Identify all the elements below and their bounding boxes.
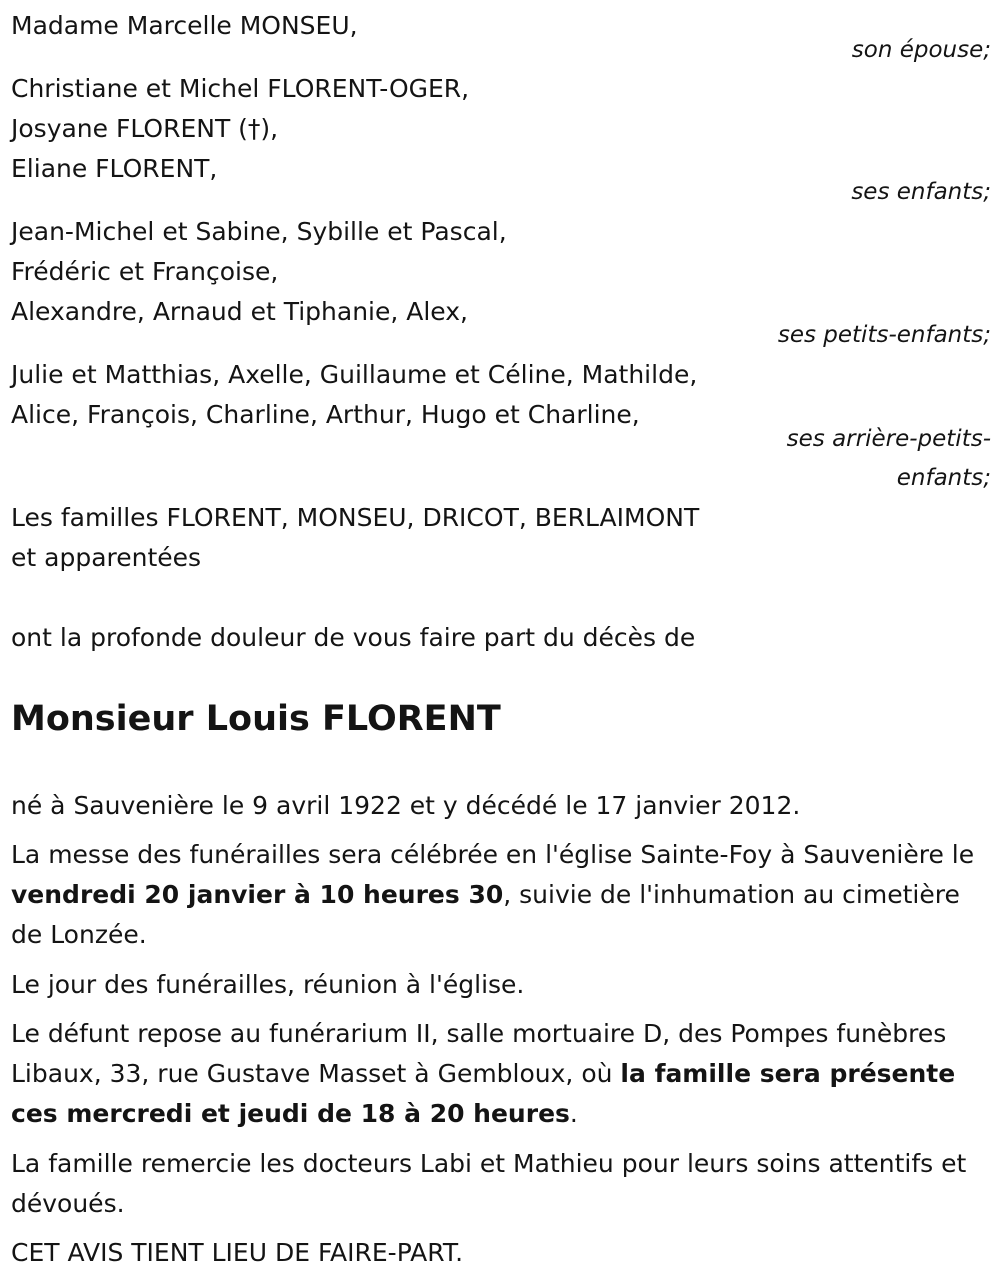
spouse-name: Madame Marcelle MONSEU, [11,11,358,40]
child-name: Josyane FLORENT (†), [11,114,279,143]
children-role: ses enfants; [851,179,991,205]
obituary-notice [11,0,991,1284]
families-line: Les familles FLORENT, MONSEU, DRICOT, BERLAIMONT [11,503,700,532]
spouse-role: son épouse; [851,37,991,63]
meeting-paragraph: Le jour des funérailles, réunion à l'église. [11,970,525,999]
grandchildren-line: Jean-Michel et Sabine, Sybille et Pascal, [11,217,507,246]
families-line: et apparentées [11,543,202,572]
notice-paragraph: CET AVIS TIENT LIEU DE FAIRE-PART. [11,1238,464,1267]
visiting-hours: la famille sera présente ces mercredi et jeudi de 18 à 20 heures [11,1059,956,1128]
great-grandchildren-role: enfants; [896,465,991,491]
grandchildren-role: ses petits-enfants; [777,322,991,348]
mass-datetime: vendredi 20 janvier à 10 heures 30 [11,880,504,909]
rest-paragraph: Le défunt repose au funérarium II, salle mortuaire D, des Pompes funèbres Libaux, 33, rue Gustave Masset à Gembloux, où la famille sera présente ces mercredi et jeudi de 18 à 20 heures. [11,1019,956,1128]
grandchildren-line: Frédéric et Françoise, [11,257,279,286]
birth-death-paragraph: né à Sauvenière le 9 avril 1922 et y décédé le 17 janvier 2012. [11,791,801,820]
mass-paragraph: La messe des funérailles sera célébrée en l'église Sainte-Foy à Sauvenière le vendredi 20 janvier à 10 heures 30, suivie de l'inhumation au cimetière de Lonzée. [11,840,975,949]
deceased-name: Monsieur Louis FLORENT [11,699,501,739]
child-name: Eliane FLORENT, [11,154,218,183]
announcement: ont la profonde douleur de vous faire part du décès de [11,623,696,652]
great-grandchildren-role: ses arrière-petits- [786,426,991,452]
grandchildren-line: Alexandre, Arnaud et Tiphanie, Alex, [11,297,468,326]
great-grandchildren-line: Alice, François, Charline, Arthur, Hugo et Charline, [11,400,640,429]
thanks-paragraph: La famille remercie les docteurs Labi et Mathieu pour leurs soins attentifs et dévoués. [11,1149,967,1218]
great-grandchildren-line: Julie et Matthias, Axelle, Guillaume et Céline, Mathilde, [11,360,698,389]
child-name: Christiane et Michel FLORENT-OGER, [11,74,470,103]
